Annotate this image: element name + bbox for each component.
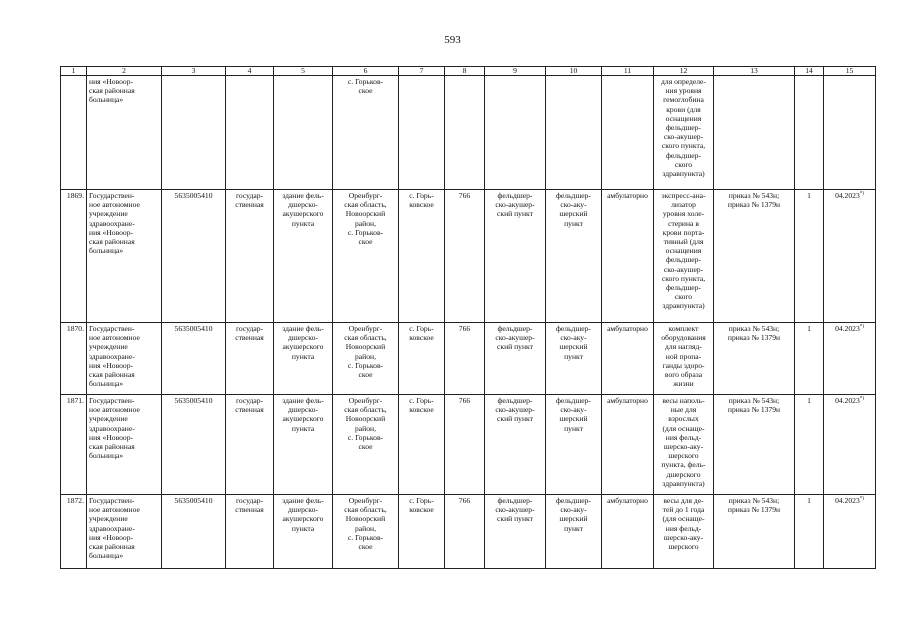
- column-header: 8: [445, 67, 485, 76]
- order-reference: приказ № 543н; приказ № 1379н: [714, 323, 795, 395]
- quantity: 1: [795, 323, 824, 395]
- inn: [162, 76, 226, 190]
- ownership-form: государ- ственная: [226, 323, 274, 395]
- table-row: [61, 495, 876, 569]
- settlement: с. Горь- ковское: [399, 495, 445, 569]
- code: 766: [445, 190, 485, 323]
- column-header: 5: [274, 67, 333, 76]
- ownership-form: [226, 76, 274, 190]
- equipment: экспресс-ана- лизатор уровня холе- стерина в крови порта- тивный (для оснащения фельдшер- ско-акушер- ского пункта, фельдшер- ского здравпункта): [654, 190, 714, 323]
- unit-type: фельдшер- ско-акушер- ский пункт: [485, 495, 546, 569]
- row-number: 1871.: [61, 395, 87, 495]
- subdivision: фельдшер- ско-аку- шерский пункт: [546, 395, 602, 495]
- column-header: 12: [654, 67, 714, 76]
- order-reference: приказ № 543н; приказ № 1379н: [714, 495, 795, 569]
- subdivision: фельдшер- ско-аку- шерский пункт: [546, 190, 602, 323]
- column-header: 7: [399, 67, 445, 76]
- building-type: здание фель- дшерско- акушерского пункта: [274, 323, 333, 395]
- ownership-form: государ- ственная: [226, 495, 274, 569]
- address: Оренбург- ская область, Новоорский район, с. Горьков- ское: [333, 495, 399, 569]
- table-row: [61, 323, 876, 395]
- column-header: 6: [333, 67, 399, 76]
- inn: 5635005410: [162, 495, 226, 569]
- equipment: весы для де- тей до 1 года (для оснаще- ния фельд- шерско-аку- шерского: [654, 495, 714, 569]
- institution-name: Государствен- ное автономное учреждение здравоохране- ния «Новоор- ская районная больница»: [87, 395, 162, 495]
- column-header: 14: [795, 67, 824, 76]
- deadline: 04.2023*): [824, 190, 876, 323]
- page-number: 593: [444, 34, 461, 46]
- settlement: с. Горь- ковское: [399, 395, 445, 495]
- code: 766: [445, 323, 485, 395]
- row-number: 1869.: [61, 190, 87, 323]
- unit-type: [485, 76, 546, 190]
- subdivision: фельдшер- ско-аку- шерский пункт: [546, 495, 602, 569]
- column-header: 1: [61, 67, 87, 76]
- care-mode: амбулаторно: [602, 323, 654, 395]
- code: 766: [445, 395, 485, 495]
- order-reference: приказ № 543н; приказ № 1379н: [714, 395, 795, 495]
- table-row: [61, 190, 876, 323]
- table-row: [61, 395, 876, 495]
- deadline: 04.2023*): [824, 395, 876, 495]
- quantity: 1: [795, 190, 824, 323]
- deadline: 04.2023*): [824, 323, 876, 395]
- address: Оренбург- ская область, Новоорский район, с. Горьков- ское: [333, 395, 399, 495]
- institution-name: Государствен- ное автономное учреждение здравоохране- ния «Новоор- ская районная больница»: [87, 190, 162, 323]
- deadline: 04.2023*): [824, 495, 876, 569]
- institution-name: Государствен- ное автономное учреждение здравоохране- ния «Новоор- ская районная больница»: [87, 323, 162, 395]
- unit-type: фельдшер- ско-акушер- ский пункт: [485, 190, 546, 323]
- code: 766: [445, 495, 485, 569]
- column-header: 9: [485, 67, 546, 76]
- unit-type: фельдшер- ско-акушер- ский пункт: [485, 323, 546, 395]
- row-number: 1870.: [61, 323, 87, 395]
- order-reference: приказ № 543н; приказ № 1379н: [714, 190, 795, 323]
- column-header: 10: [546, 67, 602, 76]
- unit-type: фельдшер- ско-акушер- ский пункт: [485, 395, 546, 495]
- table-row: [61, 76, 876, 190]
- column-number-row: [61, 67, 876, 76]
- column-header: 15: [824, 67, 876, 76]
- column-header: 11: [602, 67, 654, 76]
- code: [445, 76, 485, 190]
- care-mode: [602, 76, 654, 190]
- ownership-form: государ- ственная: [226, 395, 274, 495]
- address: Оренбург- ская область, Новоорский район, с. Горьков- ское: [333, 323, 399, 395]
- deadline: [824, 76, 876, 190]
- settlement: [399, 76, 445, 190]
- inn: 5635005410: [162, 395, 226, 495]
- order-reference: [714, 76, 795, 190]
- building-type: здание фель- дшерско- акушерского пункта: [274, 190, 333, 323]
- subdivision: фельдшер- ско-аку- шерский пункт: [546, 323, 602, 395]
- quantity: 1: [795, 395, 824, 495]
- column-header: 3: [162, 67, 226, 76]
- inn: 5635005410: [162, 190, 226, 323]
- settlement: с. Горь- ковское: [399, 190, 445, 323]
- quantity: 1: [795, 495, 824, 569]
- row-number: [61, 76, 87, 190]
- quantity: [795, 76, 824, 190]
- column-header: 2: [87, 67, 162, 76]
- building-type: здание фель- дшерско- акушерского пункта: [274, 395, 333, 495]
- care-mode: амбулаторно: [602, 395, 654, 495]
- inn: 5635005410: [162, 323, 226, 395]
- equipment: весы наполь- ные для взрослых (для оснаще- ния фельд- шерско-аку- шерского пункта, фель- дшерского здравпункта): [654, 395, 714, 495]
- care-mode: амбулаторно: [602, 495, 654, 569]
- address: с. Горьков- ское: [333, 76, 399, 190]
- building-type: [274, 76, 333, 190]
- address: Оренбург- ская область, Новоорский район, с. Горьков- ское: [333, 190, 399, 323]
- building-type: здание фель- дшерско- акушерского пункта: [274, 495, 333, 569]
- column-header: 13: [714, 67, 795, 76]
- subdivision: [546, 76, 602, 190]
- ownership-form: государ- ственная: [226, 190, 274, 323]
- settlement: с. Горь- ковское: [399, 323, 445, 395]
- institution-name: Государствен- ное автономное учреждение здравоохране- ния «Новоор- ская районная больница»: [87, 495, 162, 569]
- institution-name: ния «Новоор- ская районная больница»: [87, 76, 162, 190]
- equipment: для определе- ния уровня гемоглобина крови (для оснащения фельдшер- ско-акушер- ского пункта, фельдшер- ского здравпункта): [654, 76, 714, 190]
- row-number: 1872.: [61, 495, 87, 569]
- equipment: комплект оборудования для нагляд- ной пропа- ганды здоро- вого образа жизни: [654, 323, 714, 395]
- column-header: 4: [226, 67, 274, 76]
- register-table: [60, 66, 876, 569]
- care-mode: амбулаторно: [602, 190, 654, 323]
